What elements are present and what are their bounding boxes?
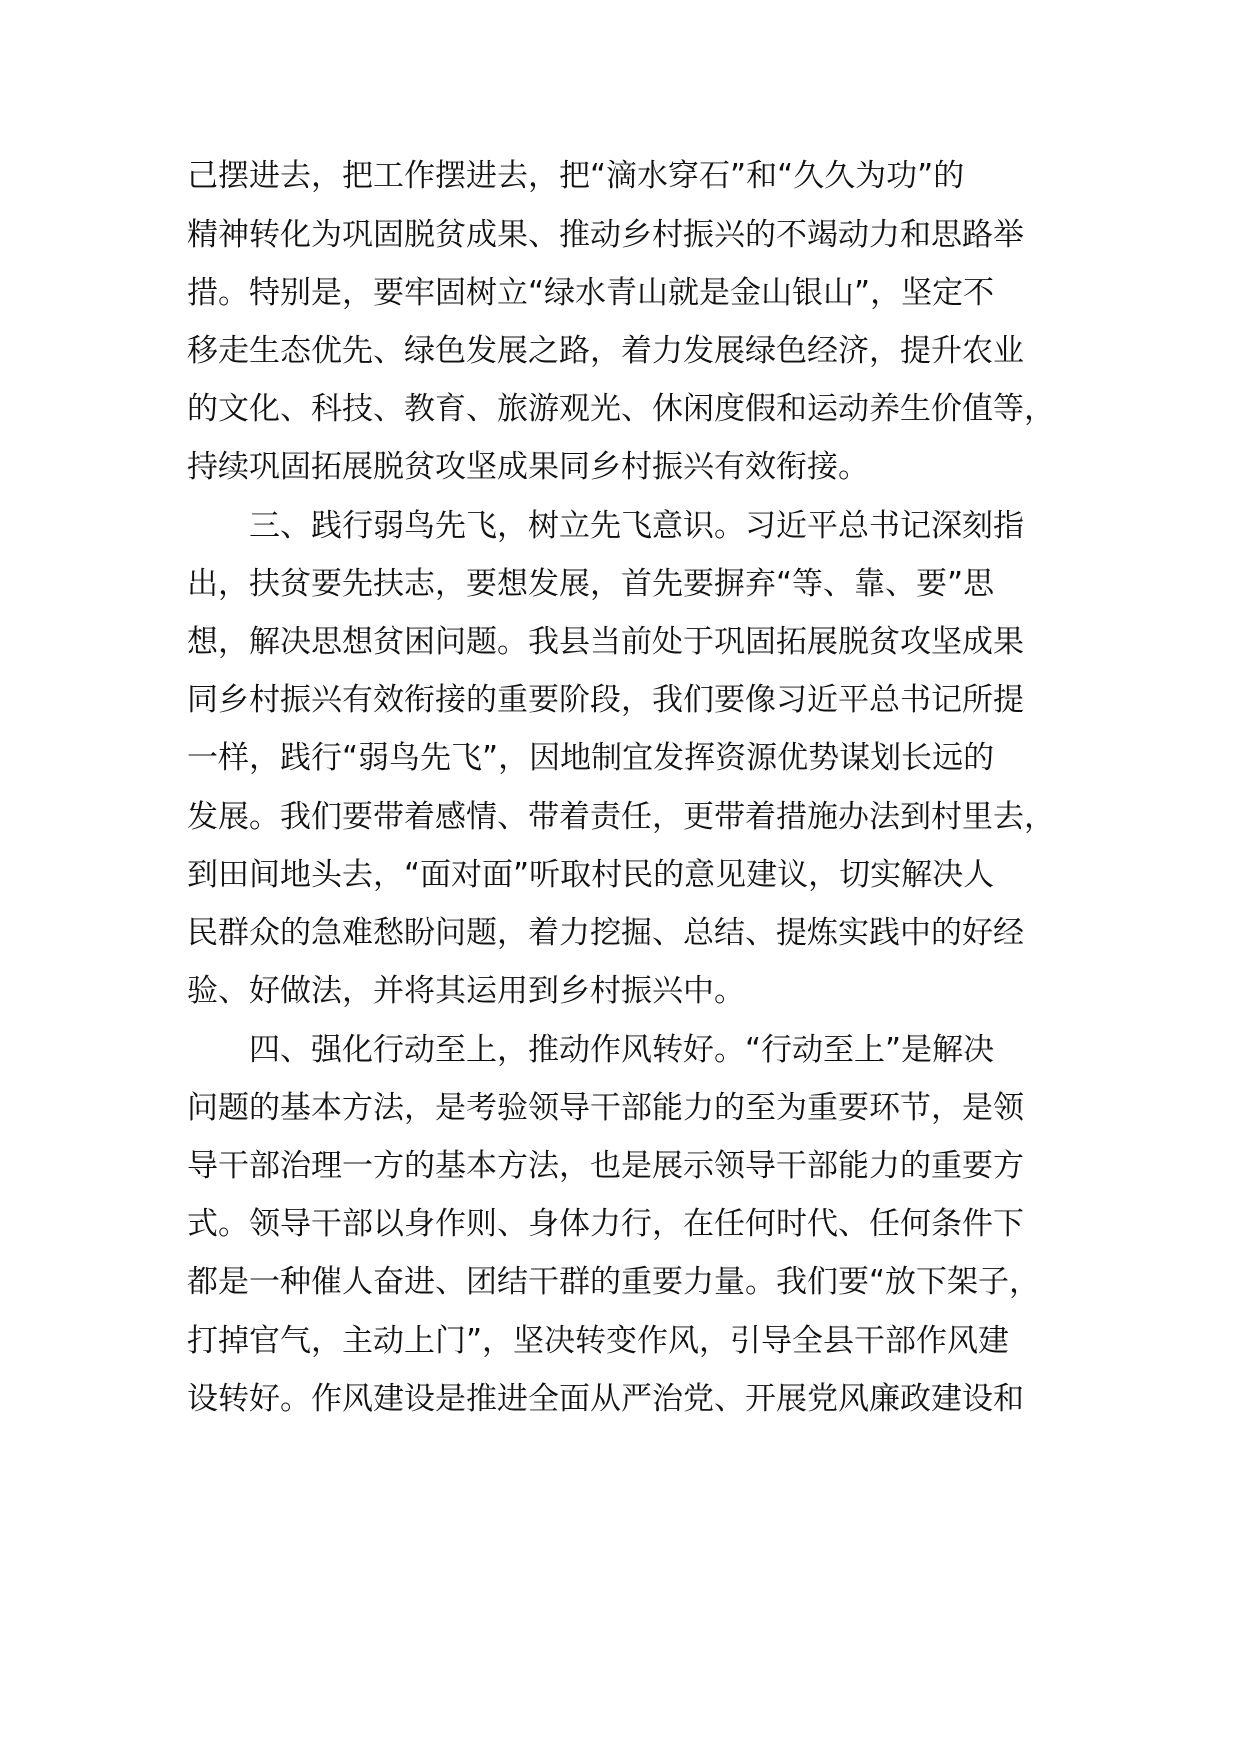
text-line: 出，扶贫要先扶志，要想发展，首先要摒弃“等、靠、要”思 xyxy=(187,566,995,602)
text-line: 问题的基本方法，是考验领导干部能力的至为重要环节，是领 xyxy=(187,1090,1024,1126)
text-line: 验、好做法，并将其运用到乡村振兴中。 xyxy=(187,973,745,1009)
text-line: 民群众的急难愁盼问题，着力挖掘、总结、提炼实践中的好经 xyxy=(187,915,1024,951)
text-line: 持续巩固拓展脱贫攻坚成果同乡村振兴有效衔接。 xyxy=(187,449,869,485)
text-line: 的文化、科技、教育、旅游观光、休闲度假和运动养生价值等， xyxy=(187,391,1055,427)
text-line: 都是一种催人奋进、团结干群的重要力量。我们要“放下架子， xyxy=(187,1264,1041,1300)
text-line: 精神转化为巩固脱贫成果、推动乡村振兴的不竭动力和思路举 xyxy=(187,217,1024,253)
section-heading-line: 四、强化行动至上，推动作风转好。“行动至上”是解决 xyxy=(187,1032,995,1068)
text-line: 想，解决思想贫困问题。我县当前处于巩固拓展脱贫攻坚成果 xyxy=(187,624,1024,660)
text-line: 发展。我们要带着感情、带着责任，更带着措施办法到村里去， xyxy=(187,799,1055,835)
text-line: 式。领导干部以身作则、身体力行，在任何时代、任何条件下 xyxy=(187,1206,1024,1242)
text-line: 到田间地头去，“面对面”听取村民的意见建议，切实解决人 xyxy=(187,857,995,893)
text-line: 移走生态优先、绿色发展之路，着力发展绿色经济，提升农业 xyxy=(187,333,1024,369)
text-line: 导干部治理一方的基本方法，也是展示领导干部能力的重要方 xyxy=(187,1148,1024,1184)
text-line: 同乡村振兴有效衔接的重要阶段，我们要像习近平总书记所提 xyxy=(187,682,1024,718)
text-line: 打掉官气，主动上门”，坚决转变作风，引导全县干部作风建 xyxy=(187,1323,1010,1359)
text-line: 一样，践行“弱鸟先飞”，因地制宜发挥资源优势谋划长远的 xyxy=(187,740,995,776)
text-line: 措。特别是，要牢固树立“绿水青山就是金山银山”，坚定不 xyxy=(187,275,995,311)
section-heading-line: 三、践行弱鸟先飞，树立先飞意识。习近平总书记深刻指 xyxy=(187,508,1024,544)
text-line: 设转好。作风建设是推进全面从严治党、开展党风廉政建设和 xyxy=(187,1381,1024,1417)
text-line: 己摆进去，把工作摆进去，把“滴水穿石”和“久久为功”的 xyxy=(187,158,965,194)
